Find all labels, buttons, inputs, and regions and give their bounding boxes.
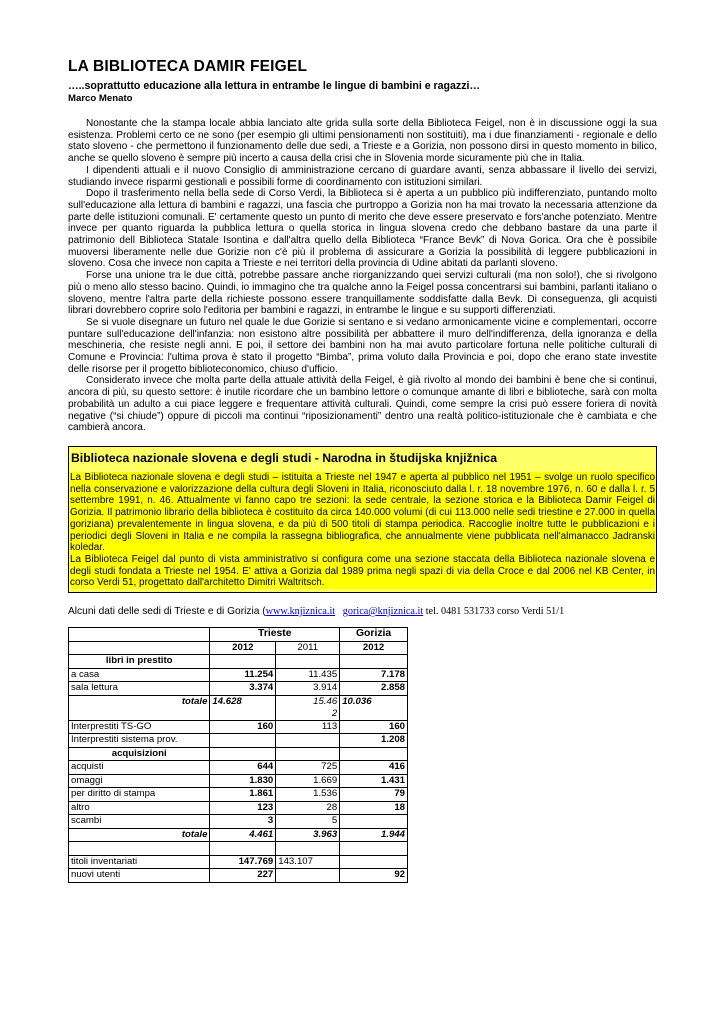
row-label: scambi xyxy=(69,815,210,829)
sources-lead: Alcuni dati delle sedi di Trieste e di Gorizia ( xyxy=(68,606,266,618)
cell-gorizia-2012: 1.208 xyxy=(340,734,408,748)
info-box-paragraph: La Biblioteca nazionale slovena e degli studi – istituita a Trieste nel 1947 e aperta al pubblico nel 1951 – svolge un ruolo specifico nella conservazione e valorizzazione della cultura degli Sloveni in Italia, riconosciuto dalla l. r. 18 novembre 1976, n. 60 e dalla l. r. 5 settembre 1991, n. 46. Attualmente vi fanno capo tre sezioni: la sede centrale, la sezione storica e la Biblioteca Damir Feigel di Gorizia. Il patrimonio librario della biblioteca è costituito da circa 140.000 volumi (di cui 113.000 nelle sedi triestine e 27.000 in quella goriziana) prevalentemente in lingua slovena, e da più di 500 titoli di stampa periodica. Raccoglie inoltre tutte le pubblicazioni e i periodici degli Sloveni in Italia e ne compila la rassegna bibliografica, che annualmente viene pubblicata nell'almanacco Jadranski koledar. xyxy=(70,471,655,554)
cell-trieste-2012: 3.374 xyxy=(210,682,276,696)
email-link[interactable]: gorica@knjiznica.it xyxy=(342,606,424,618)
row-label: per diritto di stampa xyxy=(69,788,210,802)
cell-trieste-2012: 11.254 xyxy=(210,668,276,682)
cell-trieste-2012: 3 xyxy=(210,815,276,829)
cell-gorizia-2012: 1.431 xyxy=(340,774,408,788)
column-header-gorizia: Gorizia xyxy=(340,628,408,642)
cell-trieste-2011: 725 xyxy=(276,761,340,775)
cell-gorizia-2012: 160 xyxy=(340,720,408,734)
cell-gorizia-2012: 1.944 xyxy=(340,828,408,842)
table-row xyxy=(69,628,408,642)
cell-gorizia-2012: 79 xyxy=(340,788,408,802)
table-cell xyxy=(210,655,276,669)
cell-trieste-2012: 4.461 xyxy=(210,828,276,842)
cell-value-wrap: 2 xyxy=(331,707,338,719)
cell-trieste-2011 xyxy=(276,734,340,748)
table-row xyxy=(69,682,408,696)
row-label: Interprestiti sistema prov. xyxy=(69,734,210,748)
cell-gorizia-2012: 18 xyxy=(340,801,408,815)
table-cell xyxy=(276,655,340,669)
table-cell xyxy=(276,842,340,856)
table-row xyxy=(69,747,408,761)
article-paragraph: Considerato invece che molta parte della attuale attività della Feigel, è già rivolto al mondo dei bambini è bene che si continui, ancora di più, su questo settore: è inutile ricordare che un bambino lettore o comunque amante di libri e biblioteche, sarà con molta probabilità un adulto a cui piace leggere e frequentare attività culturali. Quindi, come sempre la crisi può essere foriera di novità negative (“si chiude”) oppure di piccoli ma continui “riposizionamenti” dentro una realtà politico-istituzionale che è cambiata e che cambierà ancora. xyxy=(68,375,657,434)
article-paragraph: Nonostante che la stampa locale abbia lanciato alte grida sulla sorte della Biblioteca Feigel, non è in discussione oggi la sua esistenza. Problemi certo ce ne sono (per esempio gli ultimi pensionamenti non sostituiti), ma i due finanziamenti - regionale e dello stato sloveno - che permettono il funzionamento delle due sedi, a Trieste e a Gorizia, non possono dirsi in questo momento in bilico, anche se quello sloveno è sempre più incerto a causa della crisi che in Slovenia morde sicuramente più che in Italia. xyxy=(68,118,657,165)
table-row xyxy=(69,815,408,829)
column-header-trieste: Trieste xyxy=(210,628,340,642)
row-label: sala lettura xyxy=(69,682,210,696)
table-row xyxy=(69,695,408,720)
row-label: nuovi utenti xyxy=(69,869,210,883)
row-label: totale xyxy=(69,828,210,842)
article-paragraph: Dopo il trasferimento nella bella sede di Corso Verdi, la Biblioteca si è aperta a un pubblico più indifferenziato, puntando molto sull'educazione alla lettura di bambini e ragazzi, una fascia che purtroppo a Gorizia non ha mai trovato la necessaria attenzione da parte delle istituzioni comunali. E' certamente questo un punto di merito che deve essere preservato e fors'anche potenziato. Mentre invece per quanto riguarda la pubblica lettura o quella storica in lingua slovena credo che debbano bastare da una parte il patrimonio dell Biblioteca Statale Isontina e dall'altra quello della Biblioteca “France Bevk” di Nova Gorica. Ora che è possibile muoversi liberamente nelle due Gorizie non c'è più il problema di assicurare a Gorizia la possibilità di leggere pubblicazioni in sloveno. Cosa che invece non capita a Trieste e nei territori della provincia di Udine abitati da parlanti sloveno. xyxy=(68,188,657,270)
table-cell xyxy=(69,641,210,655)
table-row xyxy=(69,788,408,802)
table-cell xyxy=(210,842,276,856)
cell-trieste-2011: 1.536 xyxy=(276,788,340,802)
cell-trieste-2011: 1.669 xyxy=(276,774,340,788)
table-cell xyxy=(340,655,408,669)
info-box xyxy=(68,446,657,593)
stats-table xyxy=(68,627,408,883)
table-cell xyxy=(210,747,276,761)
sources-tail: tel. 0481 531733 corso Verdi 51/1 xyxy=(423,606,565,618)
table-row xyxy=(69,774,408,788)
article-body xyxy=(68,118,657,434)
table-cell xyxy=(340,842,408,856)
cell-trieste-2011 xyxy=(276,695,340,720)
article-subtitle: …..soprattutto educazione alla lettura in entrambe le lingue di bambini e ragazzi… xyxy=(68,80,481,92)
cell-gorizia-2012 xyxy=(340,815,408,829)
table-row xyxy=(69,842,408,856)
website-link[interactable]: www.knjiznica.it xyxy=(265,606,336,618)
row-label: acquisti xyxy=(69,761,210,775)
article-author: Marco Menato xyxy=(68,93,133,104)
table-row xyxy=(69,828,408,842)
article-paragraph: Forse una unione tra le due città, potrebbe passare anche riorganizzando quei servizi culturali (ma non solo!), che si rivolgono più o meno allo stesso bacino. Quindi, io immagino che tra qualche anno la Feigel possa concentrarsi sui bambini, parlanti italiano o sloveno, mentre l'altra parte della richieste possono essere tranquillamente soddisfatte dalla Bevk. Di conseguenza, gli acquisti librari dovrebbero coprire solo l'editoria per bambini e ragazzi, in entrambe le lingue e su supporti differenziati. xyxy=(68,270,657,317)
cell-trieste-2012: 1.830 xyxy=(210,774,276,788)
year-header: 2012 xyxy=(340,641,408,655)
table-row xyxy=(69,641,408,655)
table-row xyxy=(69,761,408,775)
article-title: LA BIBLIOTECA DAMIR FEIGEL xyxy=(68,58,308,75)
table-cell xyxy=(340,747,408,761)
table-row xyxy=(69,869,408,883)
table-row xyxy=(69,655,408,669)
table-cell xyxy=(69,842,210,856)
sources-line xyxy=(68,606,657,617)
info-box-paragraph: La Biblioteca Feigel dal punto di vista amministrativo si configura come una sezione staccata della Biblioteca nazionale slovena e degli studi fondata a Trieste nel 1954. E' attiva a Gorizia dal 1989 prima negli spazi di via della Croce e dal 2006 nel KB Center, in corso Verdi 51, progettato dall'architetto Dimitri Waltritsch. xyxy=(70,553,655,589)
table-cell xyxy=(69,628,210,642)
cell-trieste-2011: 28 xyxy=(276,801,340,815)
cell-trieste-2012: 160 xyxy=(210,720,276,734)
cell-trieste-2011: 11.435 xyxy=(276,668,340,682)
cell-trieste-2011: 3.963 xyxy=(276,828,340,842)
cell-gorizia-2012: 92 xyxy=(340,869,408,883)
cell-gorizia-2012: 2.858 xyxy=(340,682,408,696)
cell-trieste-2011: 113 xyxy=(276,720,340,734)
row-label: omaggi xyxy=(69,774,210,788)
year-header: 2012 xyxy=(210,641,276,655)
cell-trieste-2012: 227 xyxy=(210,869,276,883)
cell-trieste-2012: 14.628 xyxy=(210,695,276,720)
cell-value: 15.46 xyxy=(313,695,338,707)
row-label: altro xyxy=(69,801,210,815)
cell-trieste-2012: 644 xyxy=(210,761,276,775)
cell-gorizia-2012: 7.178 xyxy=(340,668,408,682)
section-header-prestito: libri in prestito xyxy=(69,655,210,669)
cell-trieste-2011: 5 xyxy=(276,815,340,829)
cell-gorizia-2012 xyxy=(340,855,408,869)
row-label: totale xyxy=(69,695,210,720)
cell-trieste-2011 xyxy=(276,869,340,883)
table-row xyxy=(69,668,408,682)
article-paragraph: Se si vuole disegnare un futuro nel quale le due Gorizie si sentano e si vedano armonicamente vicine e complementari, occorre puntare sull'educazione dell'infanzia: non esistono altre possibilità per abbattere il muro dell'indifferenza, della ignoranza e della meschineria, che resiste negli anni. E poi, il settore dei bambini non ha mai avuto particolare fortuna nelle politiche culturali di Comune e Provincia: l'ultima prova è stato il progetto “Bimba”, prima voluto dalla Provincia e poi, dopo che erano state investite delle risorse per il progetto biblioteconomico, chiuso d'ufficio. xyxy=(68,316,657,375)
table-cell xyxy=(276,747,340,761)
cell-gorizia-2012: 10.036 xyxy=(340,695,408,720)
cell-trieste-2012 xyxy=(210,734,276,748)
section-header-acquisizioni: acquisizioni xyxy=(69,747,210,761)
row-label: titoli inventariati xyxy=(69,855,210,869)
table-row xyxy=(69,855,408,869)
article-paragraph: I dipendenti attuali e il nuovo Consiglio di amministrazione cercano di guardare avanti, senza abbassare il livello dei servizi, studiando invece risparmi gestionali e possibili forme di coordinamento con istituzioni similari. xyxy=(68,164,657,188)
cell-trieste-2012: 1.861 xyxy=(210,788,276,802)
article-page xyxy=(68,58,657,883)
cell-trieste-2012: 147.769 xyxy=(210,855,276,869)
info-box-heading: Biblioteca nazionale slovena e degli studi - Narodna in študijska knjižnica xyxy=(71,450,497,465)
cell-gorizia-2012: 416 xyxy=(340,761,408,775)
table-row xyxy=(69,734,408,748)
table-row xyxy=(69,801,408,815)
cell-trieste-2011: 143.107 xyxy=(276,855,340,869)
row-label: a casa xyxy=(69,668,210,682)
table-row xyxy=(69,720,408,734)
cell-trieste-2011: 3.914 xyxy=(276,682,340,696)
year-header: 2011 xyxy=(276,641,340,655)
cell-trieste-2012: 123 xyxy=(210,801,276,815)
row-label: Interprestiti TS-GO xyxy=(69,720,210,734)
